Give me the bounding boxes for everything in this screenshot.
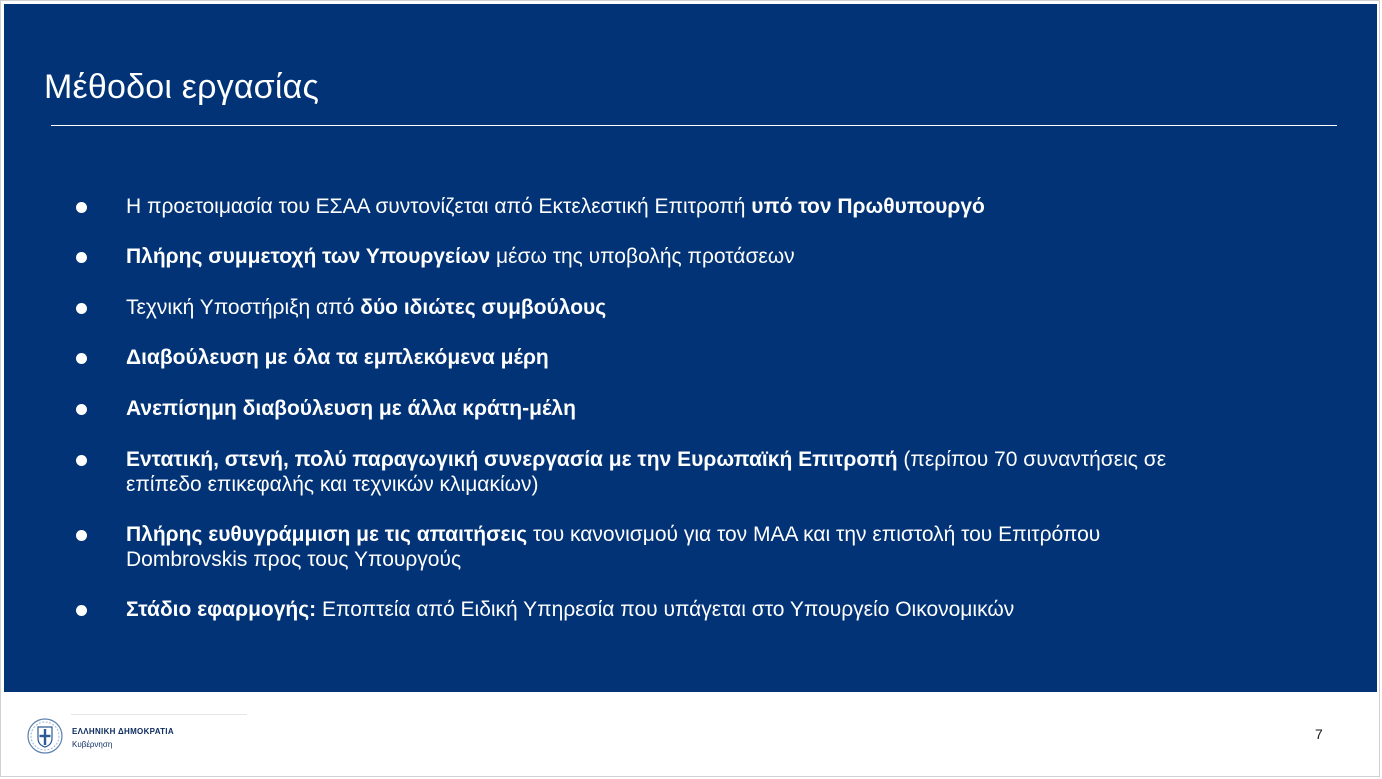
greek-coat-of-arms-icon — [27, 718, 63, 754]
bullet-text-bold: Ανεπίσημη διαβούλευση με άλλα κράτη-μέλη — [126, 397, 576, 420]
bullet-text — [126, 345, 1206, 370]
bullet-text-bold: Στάδιο εφαρμογής: — [126, 598, 317, 621]
bullet-text-bold: δύο ιδιώτες συμβούλους — [360, 296, 607, 319]
bullet-text-bold: Πλήρης συμμετοχή των Υπουργείων — [126, 245, 491, 268]
bullet-text-bold: Διαβούλευση με όλα τα εμπλεκόμενα μέρη — [126, 346, 549, 369]
bullet-text — [126, 396, 1206, 421]
bullet-dot-icon — [76, 202, 87, 213]
bullet-dot-icon — [76, 455, 87, 466]
bullet-text-regular: Τεχνική Υποστήριξη από — [126, 296, 361, 319]
bullet-text-regular: Η προετοιμασία του ΕΣΑΑ συντονίζεται από Εκτελεστική Επιτροπή — [126, 195, 752, 218]
bullet-dot-icon — [76, 303, 87, 314]
title-divider — [51, 125, 1337, 126]
slide-content-area — [4, 4, 1377, 692]
bullet-text-regular: του κανονισμού για τον ΜΑΑ και την επιστολή του Επιτρόπου Dombrovskis προς τους Υπουργούς — [126, 523, 1101, 571]
footer-divider — [71, 714, 247, 715]
bullet-dot-icon — [76, 530, 87, 541]
bullet-dot-icon — [76, 353, 87, 364]
bullet-dot-icon — [76, 605, 87, 616]
bullet-text — [126, 447, 1206, 497]
bullet-text — [126, 244, 1206, 269]
bullet-text-bold: υπό τον Πρωθυπουργό — [751, 195, 985, 218]
bullet-text-bold: Πλήρης ευθυγράμμιση με τις απαιτήσεις — [126, 523, 528, 546]
page-number: 7 — [1315, 726, 1323, 742]
bullet-text — [126, 597, 1206, 622]
bullet-text — [126, 295, 1206, 320]
bullet-text-regular: (περίπου 70 συναντήσεις σε επίπεδο επικεφαλής και τεχνικών κλιμακίων) — [126, 448, 1167, 496]
bullet-text-regular: Εποπτεία από Ειδική Υπηρεσία που υπάγεται στο Υπουργείο Οικονομικών — [316, 598, 1015, 621]
bullet-text — [126, 522, 1206, 572]
bullet-text-regular: μέσω της υποβολής προτάσεων — [490, 245, 795, 268]
bullet-dot-icon — [76, 252, 87, 263]
government-name: ΕΛΛΗΝΙΚΗ ΔΗΜΟΚΡΑΤΙΑ — [72, 727, 174, 736]
bullet-dot-icon — [76, 404, 87, 415]
slide-title: Μέθοδοι εργασίας — [44, 68, 320, 106]
government-subtitle: Κυβέρνηση — [72, 740, 113, 749]
bullet-text — [126, 194, 1206, 219]
bullet-text-bold: Εντατική, στενή, πολύ παραγωγική συνεργασία με την Ευρωπαϊκή Επιτροπή — [126, 448, 898, 471]
